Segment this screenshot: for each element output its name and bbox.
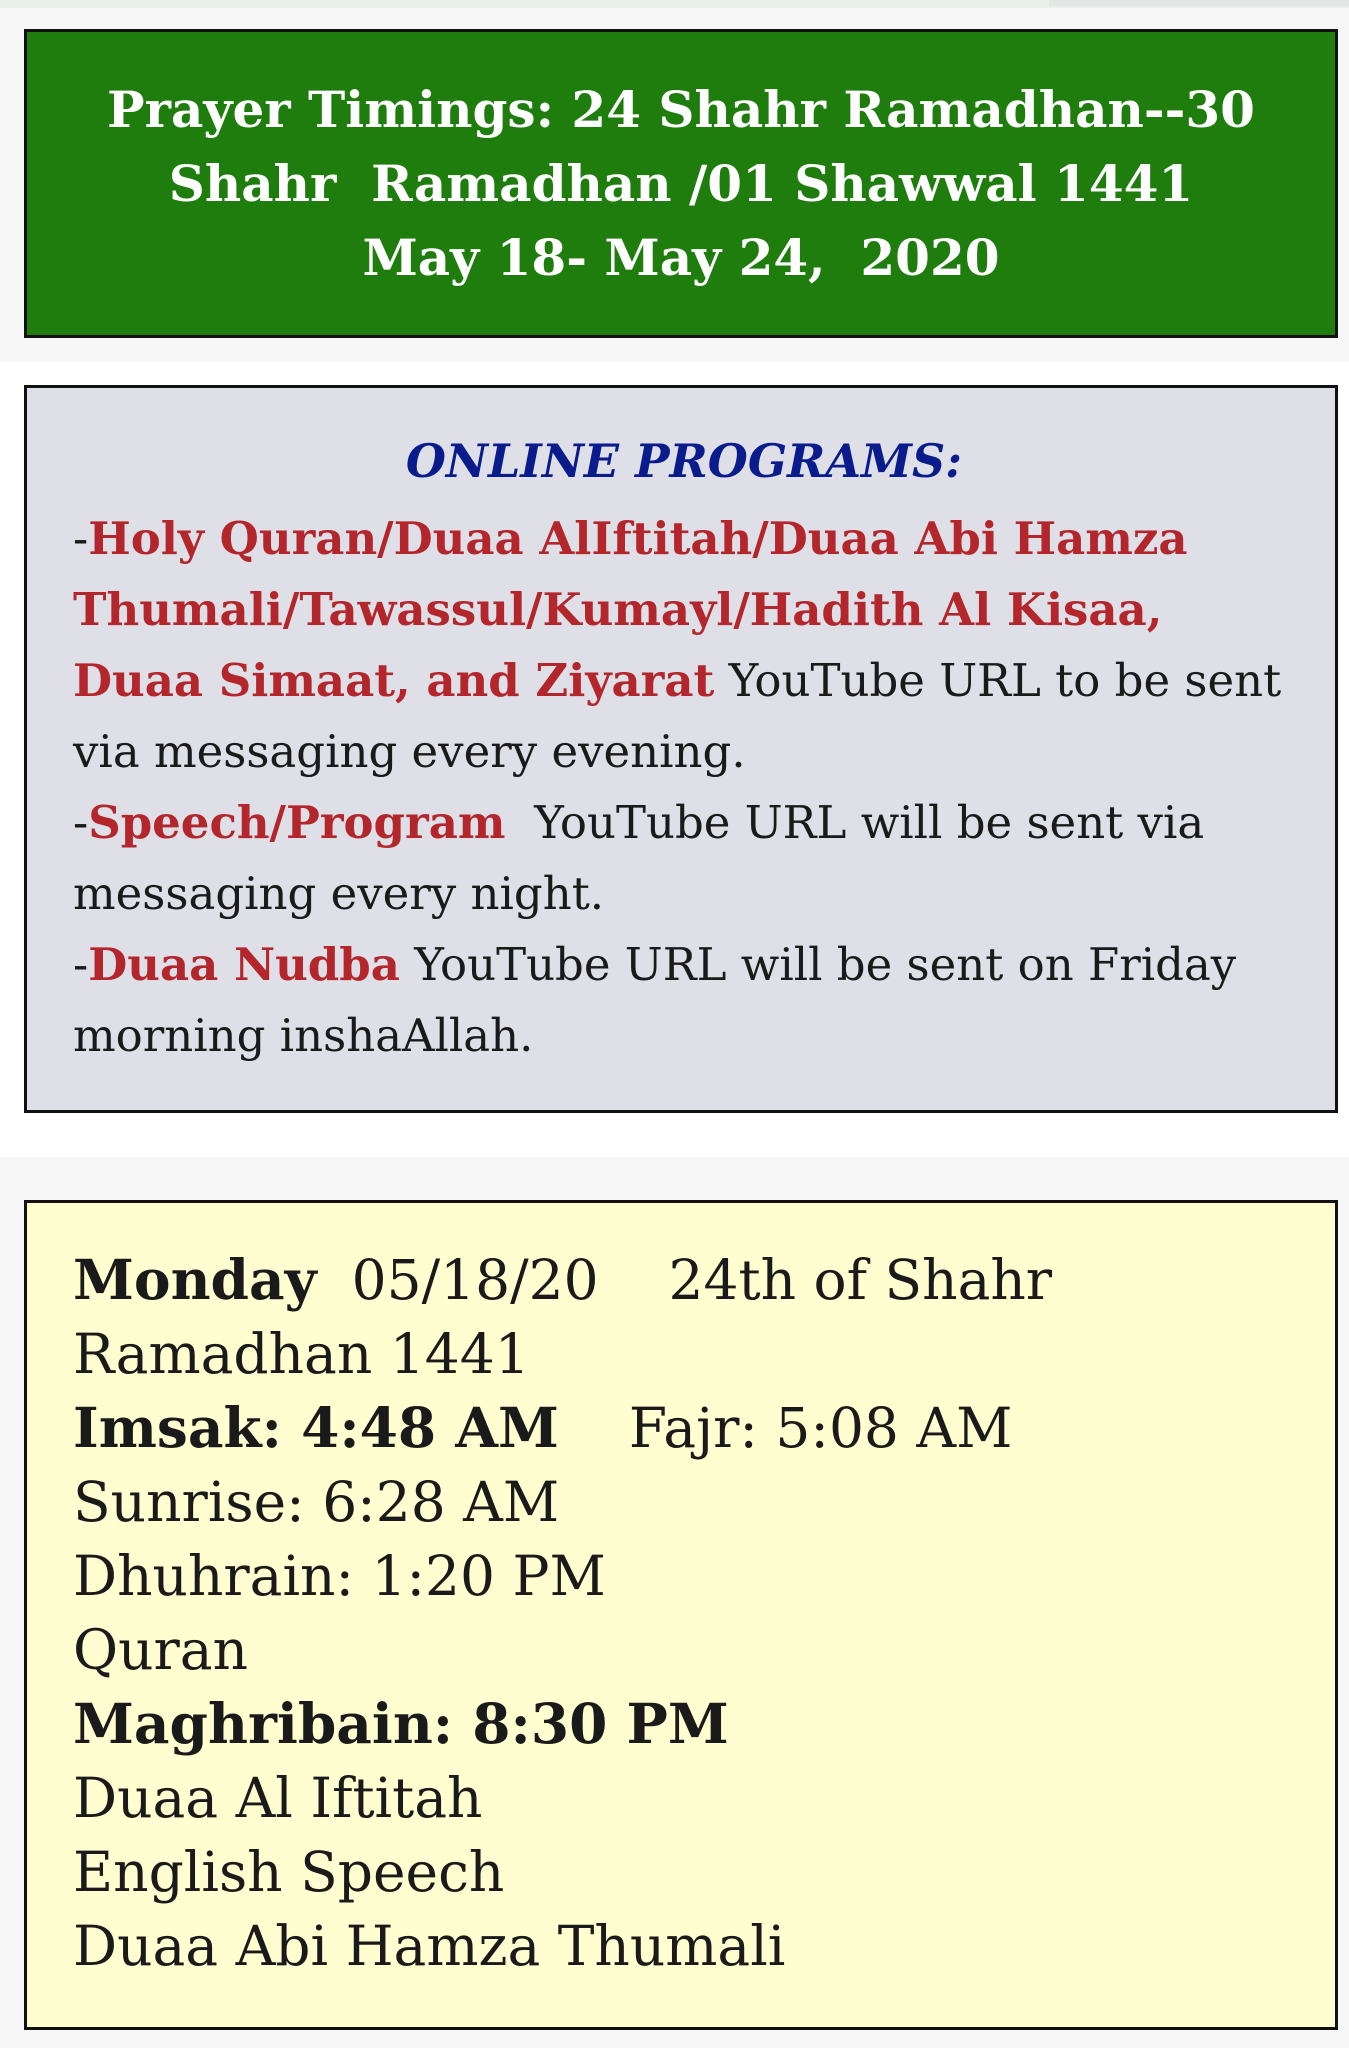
program-item-speech xyxy=(73,787,1295,929)
prayer-times-morning xyxy=(73,1391,1305,1539)
evening-program-item: English Speech xyxy=(73,1840,505,1904)
maghribain-time: Maghribain: 8:30 PM xyxy=(73,1691,729,1756)
program-item-highlight: Holy Quran/Duaa AlIftitah/Duaa Abi Hamza Thumali/Tawassul/Kumayl/Hadith Al Kisaa, Duaa Simaat, and Ziyarat xyxy=(73,512,1188,707)
day-date-line xyxy=(73,1243,1305,1391)
program-item-highlight: Speech/Program xyxy=(88,796,506,849)
program-item-dash: - xyxy=(73,796,89,849)
program-item-quran-duaa xyxy=(73,503,1295,787)
page-title-line-2: Shahr Ramadhan /01 Shawwal 1441 xyxy=(168,153,1194,213)
program-item-text: YouTube URL will be sent via messaging every night. xyxy=(73,796,1219,920)
sunrise-time: Sunrise: 6:28 AM xyxy=(73,1470,560,1534)
dhuhrain-time: Dhuhrain: 1:20 PM xyxy=(73,1544,606,1608)
page-title-line-3: May 18- May 24, 2020 xyxy=(362,227,1000,287)
page-title xyxy=(107,73,1255,295)
quran-program: Quran xyxy=(73,1618,249,1682)
day-schedule-panel xyxy=(24,1200,1338,2030)
program-item-duaa-nudba xyxy=(73,929,1295,1071)
online-programs-panel xyxy=(24,385,1338,1113)
program-item-text: YouTube URL to be sent via messaging every evening. xyxy=(73,654,1282,778)
gregorian-date: 05/18/20 xyxy=(351,1248,599,1312)
prayer-timings-header xyxy=(24,29,1338,338)
page-title-line-1: Prayer Timings: 24 Shahr Ramadhan--30 xyxy=(107,79,1255,139)
fajr-time: Fajr: 5:08 AM xyxy=(628,1396,1013,1460)
program-item-dash: - xyxy=(73,512,89,565)
top-status-accent xyxy=(1049,0,1349,6)
day-name: Monday xyxy=(73,1247,317,1312)
evening-program-item: Duaa Al Iftitah xyxy=(73,1766,483,1830)
imsak-time: Imsak: 4:48 AM xyxy=(73,1395,559,1460)
program-item-dash: - xyxy=(73,938,89,991)
evening-program-item: Duaa Abi Hamza Thumali xyxy=(73,1914,786,1978)
program-item-text: YouTube URL will be sent on Friday morning inshaAllah. xyxy=(73,938,1237,1062)
hijri-date: 24th of Shahr Ramadhan 1441 xyxy=(73,1248,1053,1386)
program-item-highlight: Duaa Nudba xyxy=(88,938,400,991)
online-programs-heading: ONLINE PROGRAMS: xyxy=(405,434,963,488)
